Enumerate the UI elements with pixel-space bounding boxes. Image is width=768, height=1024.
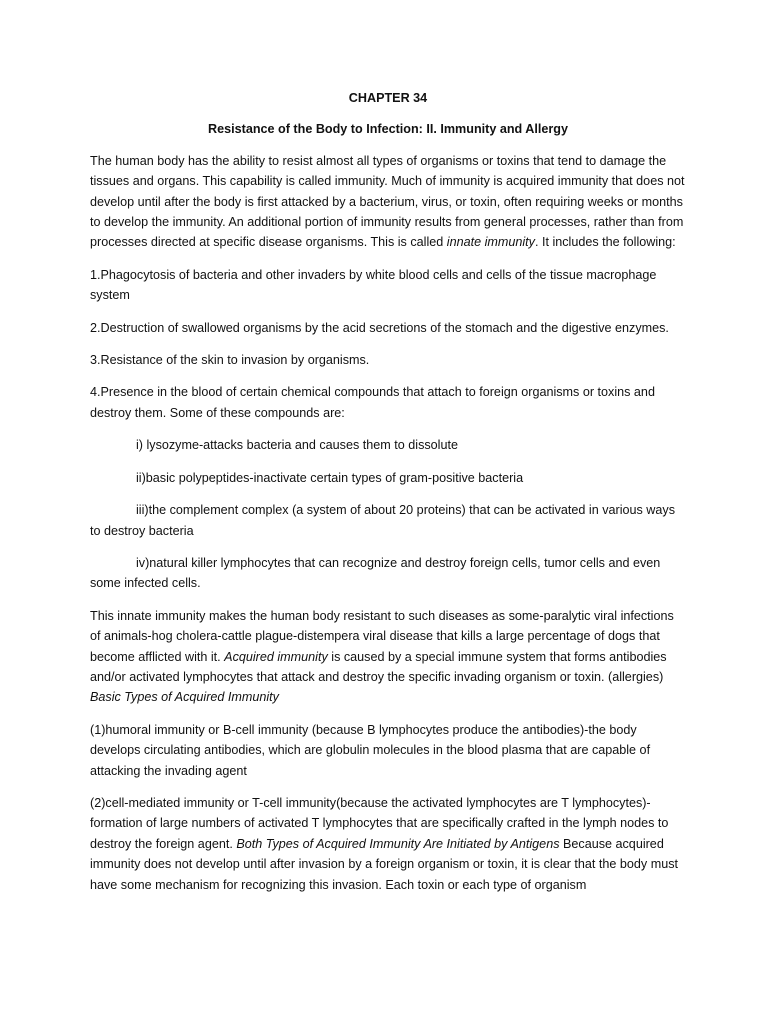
- intro-text-end: . It includes the following:: [534, 235, 676, 250]
- chapter-heading: CHAPTER 34: [348, 91, 428, 105]
- cell-mediated-text-end: Because acquired immunity does not develop until after invasion by a foreign organism or toxin, it is clear that the body must have some mechanism for recognizing this invasion. Each toxin or each type of organism: [90, 836, 679, 892]
- cell-mediated-text: (2)cell-mediated immunity or T-cell immunity(because the activated lymphocytes are T lymphocytes)-formation of large numbers of activated T lymphocytes that are specifically crafted in the lymph nodes to destroy the foreign agent.: [90, 795, 669, 851]
- section-italic-heading: Basic Types of Acquired Immunity: [90, 690, 279, 705]
- document-page: [90, 88, 686, 907]
- cell-mediated-paragraph: [90, 793, 686, 895]
- list-item: 3.Resistance of the skin to invasion by organisms.: [90, 353, 370, 368]
- innate-paragraph: [90, 606, 686, 708]
- innate-text: This innate immunity makes the human body resistant to such diseases as some-paralytic viral infections of animals-hog cholera-cattle plague-distempera viral disease that kills a large percentage of dogs that become afflicted with it.: [90, 608, 674, 664]
- intro-italic-term: innate immunity: [446, 235, 535, 250]
- intro-paragraph: [90, 151, 686, 253]
- sublist-item: i) lysozyme-attacks bacteria and causes them to dissolute: [136, 438, 458, 453]
- innate-text-end: is caused by a special immune system that forms antibodies and/or activated lymphocytes that attack and destroy the specific invading organism or toxin. (allergies): [90, 649, 667, 684]
- chapter-title: Resistance of the Body to Infection: II. Immunity and Allergy: [208, 122, 568, 137]
- list-item: 2.Destruction of swallowed organisms by the acid secretions of the stomach and the digestive enzymes.: [90, 320, 669, 335]
- intro-text: The human body has the ability to resist almost all types of organisms or toxins that tend to damage the tissues and organs. This capability is called immunity. Much of immunity is acquired immunity that does not develop until after the body is first attacked by a bacterium, virus, or toxin, often requiring weeks or months to develop the immunity. An additional portion of immunity results from general processes, rather than from processes directed at specific disease organisms. This is called: [90, 153, 685, 250]
- acquired-immunity-term: Acquired immunity: [224, 649, 328, 664]
- list-item: 1.Phagocytosis of bacteria and other invaders by white blood cells and cells of the tissue macrophage system: [90, 267, 657, 303]
- humoral-paragraph: (1)humoral immunity or B-cell immunity (because B lymphocytes produce the antibodies)-the body develops circulating antibodies, which are globulin molecules in the blood plasma that are capable of attacking the invading agent: [90, 722, 651, 778]
- sublist-item: iv)natural killer lymphocytes that can recognize and destroy foreign cells, tumor cells and even some infected cells.: [90, 555, 661, 591]
- sublist-item: iii)the complement complex (a system of about 20 proteins) that can be activated in various ways to destroy bacteria: [90, 503, 675, 538]
- antigens-italic-heading: Both Types of Acquired Immunity Are Initiated by Antigens: [236, 836, 560, 851]
- list-item: 4.Presence in the blood of certain chemical compounds that attach to foreign organisms or toxins and destroy them. Some of these compounds are:: [90, 385, 655, 420]
- sublist-item: ii)basic polypeptides-inactivate certain types of gram-positive bacteria: [136, 470, 524, 485]
